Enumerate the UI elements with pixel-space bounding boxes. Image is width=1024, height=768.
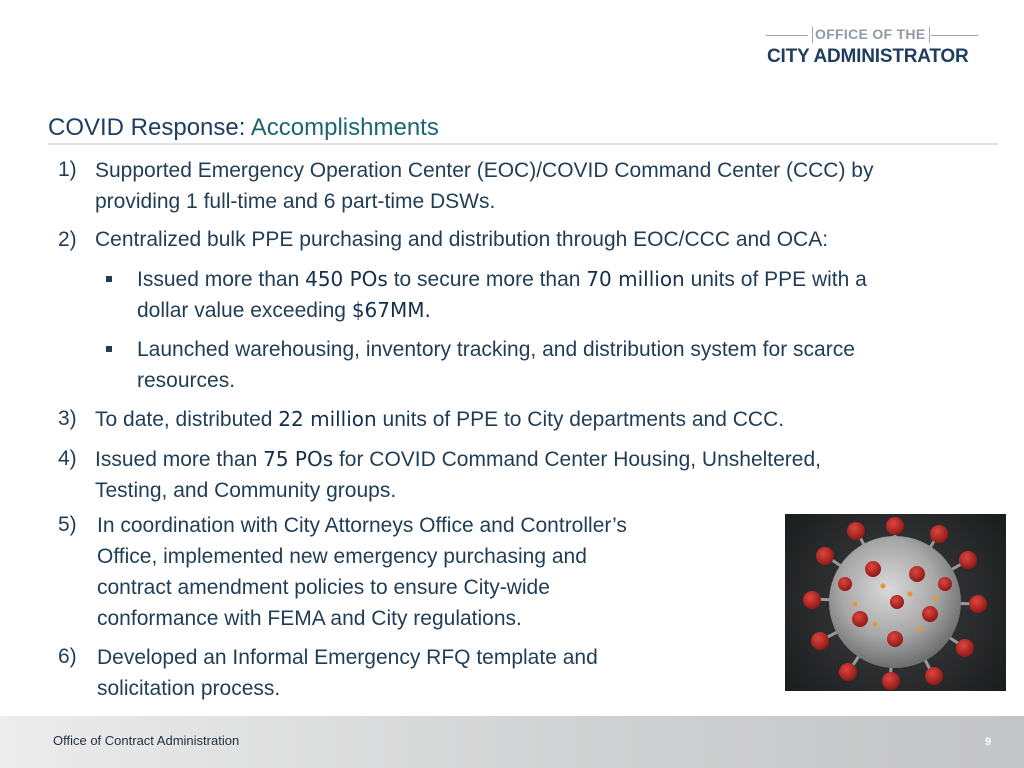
item-number: 6) bbox=[58, 645, 77, 668]
item-line: Office, implemented new emergency purchasing and bbox=[97, 545, 587, 568]
page-number: 9 bbox=[985, 736, 992, 748]
item-text: for COVID Command Center Housing, Unsheltered, bbox=[333, 448, 821, 471]
logo-bar-left bbox=[812, 27, 813, 43]
sub-text: units of PPE with a bbox=[684, 268, 867, 291]
sub-text: to secure more than bbox=[387, 268, 587, 291]
sub-text: dollar value exceeding bbox=[137, 299, 352, 322]
item-text: Issued more than bbox=[95, 448, 264, 471]
item-number: 3) bbox=[58, 407, 77, 430]
title-divider bbox=[48, 143, 998, 145]
item-number: 1) bbox=[58, 158, 77, 181]
list-item bbox=[97, 510, 777, 634]
list-item bbox=[97, 642, 777, 704]
item-number: 2) bbox=[58, 228, 77, 251]
item-number: 5) bbox=[58, 513, 77, 536]
sub-list-item bbox=[137, 264, 997, 326]
logo-top-text: OFFICE OF THE bbox=[815, 26, 926, 42]
title-bold: COVID Response: bbox=[48, 114, 246, 141]
list-item: Centralized bulk PPE purchasing and distribution through EOC/CCC and OCA: bbox=[95, 228, 829, 251]
coronavirus-icon bbox=[785, 514, 1006, 691]
item-line: Developed an Informal Emergency RFQ template and bbox=[97, 646, 598, 669]
highlight-value: 450 POs bbox=[305, 267, 388, 291]
footer-bar bbox=[0, 716, 1024, 768]
highlight-value: $67MM. bbox=[351, 298, 431, 322]
sub-line: Launched warehousing, inventory tracking, and distribution system for scarce bbox=[137, 338, 855, 361]
item-line: Supported Emergency Operation Center (EOC)/COVID Command Center (CCC) by bbox=[95, 159, 874, 182]
item-line: solicitation process. bbox=[97, 677, 281, 700]
item-line: conformance with FEMA and City regulations. bbox=[97, 607, 522, 630]
item-text: To date, distributed bbox=[95, 408, 279, 431]
list-item bbox=[95, 444, 995, 506]
coronavirus-image bbox=[785, 514, 1006, 691]
item-line: providing 1 full-time and 6 part-time DSWs. bbox=[95, 190, 496, 213]
sub-line: resources. bbox=[137, 369, 236, 392]
sub-list-item bbox=[137, 334, 997, 396]
logo-bar-right bbox=[929, 27, 930, 43]
sub-text: Issued more than bbox=[137, 268, 306, 291]
logo-rule-left bbox=[766, 35, 808, 36]
bullet-icon bbox=[106, 276, 112, 282]
list-item bbox=[95, 155, 995, 217]
item-text: units of PPE to City departments and CCC. bbox=[376, 408, 785, 431]
bullet-icon bbox=[106, 346, 112, 352]
highlight-value: 75 POs bbox=[263, 447, 334, 471]
title-light: Accomplishments bbox=[245, 114, 439, 141]
list-item bbox=[95, 404, 784, 435]
logo-rule-right bbox=[931, 35, 978, 36]
item-line: Testing, and Community groups. bbox=[95, 479, 397, 502]
highlight-value: 70 million bbox=[586, 267, 685, 291]
logo-bottom-text: CITY ADMINISTRATOR bbox=[767, 46, 969, 67]
page-title bbox=[48, 114, 439, 142]
item-number: 4) bbox=[58, 447, 77, 470]
footer-label: Office of Contract Administration bbox=[53, 733, 240, 748]
item-line: contract amendment policies to ensure City-wide bbox=[97, 576, 550, 599]
highlight-value: 22 million bbox=[278, 407, 377, 431]
office-logo bbox=[762, 24, 982, 72]
item-line: In coordination with City Attorneys Office and Controller’s bbox=[97, 514, 627, 537]
